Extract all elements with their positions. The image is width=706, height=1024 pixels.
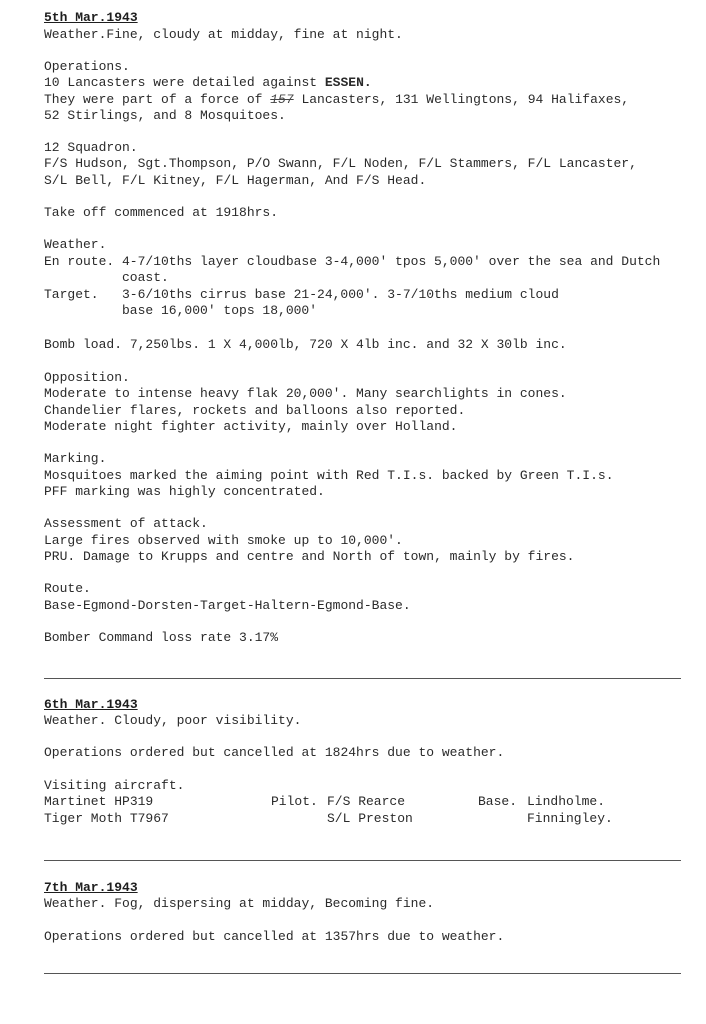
corrected-number: 157 [270, 92, 294, 107]
ops-text: Lancasters, 131 Wellingtons, 94 Halifaxes, [293, 92, 630, 107]
operations-line [44, 75, 372, 91]
entry-date: 7th Mar.1943 [44, 880, 138, 895]
visiting-aircraft: Tiger Moth T7967 [44, 811, 169, 826]
marking-line: PFF marking was highly concentrated. [44, 484, 325, 499]
divider [44, 973, 681, 974]
ops-text: They were part of a force of [44, 92, 271, 107]
bomb-load-line: Bomb load. 7,250lbs. 1 X 4,000lb, 720 X 4lb inc. and 32 X 30lb inc. [44, 337, 567, 352]
operations-line [44, 92, 629, 108]
opposition-line: Chandelier flares, rockets and balloons also reported. [44, 403, 466, 418]
opposition-line: Moderate night fighter activity, mainly over Holland. [44, 419, 458, 434]
route-line: Base-Egmond-Dorsten-Target-Haltern-Egmond-Base. [44, 598, 411, 613]
base-label: Base. [478, 794, 518, 809]
assessment-line: PRU. Damage to Krupps and centre and North of town, mainly by fires. [44, 549, 575, 564]
divider [44, 678, 681, 679]
assessment-line: Large fires observed with smoke up to 10,000'. [44, 533, 403, 548]
visiting-pilot: S/L Preston [327, 811, 413, 826]
opposition-heading: Opposition. [44, 370, 130, 385]
target-text: 3-6/10ths cirrus base 21-24,000'. 3-7/10ths medium cloud [122, 287, 559, 302]
entry-date: 5th Mar.1943 [44, 10, 138, 25]
weather-line: Weather.Fine, cloudy at midday, fine at night. [44, 27, 403, 42]
visiting-aircraft: Martinet HP319 [44, 794, 154, 809]
marking-line: Mosquitoes marked the aiming point with Red T.I.s. backed by Green T.I.s. [44, 468, 614, 483]
operations-line: Operations ordered but cancelled at 1824hrs due to weather. [44, 745, 505, 760]
entry-date: 6th Mar.1943 [44, 697, 138, 712]
weather-heading: Weather. [44, 237, 107, 252]
weather-line: Weather. Fog, dispersing at midday, Becoming fine. [44, 896, 435, 911]
marking-heading: Marking. [44, 451, 107, 466]
visiting-heading: Visiting aircraft. [44, 778, 185, 793]
ops-text: 10 Lancasters were detailed against [44, 75, 325, 90]
assessment-heading: Assessment of attack. [44, 516, 208, 531]
route-heading: Route. [44, 581, 91, 596]
opposition-line: Moderate to intense heavy flak 20,000'. Many searchlights in cones. [44, 386, 567, 401]
squadron-heading: 12 Squadron. [44, 140, 138, 155]
crew-line: F/S Hudson, Sgt.Thompson, P/O Swann, F/L Noden, F/L Stammers, F/L Lancaster, [44, 156, 637, 171]
target-name: ESSEN. [324, 75, 372, 90]
crew-line: S/L Bell, F/L Kitney, F/L Hagerman, And F/S Head. [44, 173, 427, 188]
takeoff-line: Take off commenced at 1918hrs. [44, 205, 279, 220]
visiting-base: Finningley. [527, 811, 613, 826]
operations-line: Operations ordered but cancelled at 1357hrs due to weather. [44, 929, 505, 944]
en-route-text: 4-7/10ths layer cloudbase 3-4,000' tpos 5,000' over the sea and Dutch [122, 254, 661, 269]
operations-heading: Operations. [44, 59, 130, 74]
target-text: base 16,000' tops 18,000' [122, 303, 318, 318]
en-route-text: coast. [122, 270, 169, 285]
visiting-base: Lindholme. [527, 794, 606, 809]
en-route-label: En route. [44, 254, 115, 269]
loss-rate-line: Bomber Command loss rate 3.17% [44, 630, 279, 645]
target-label: Target. [44, 287, 99, 302]
visiting-pilot: F/S Rearce [327, 794, 406, 809]
operations-line: 52 Stirlings, and 8 Mosquitoes. [44, 108, 286, 123]
divider [44, 860, 681, 861]
pilot-label: Pilot. [271, 794, 318, 809]
weather-line: Weather. Cloudy, poor visibility. [44, 713, 302, 728]
